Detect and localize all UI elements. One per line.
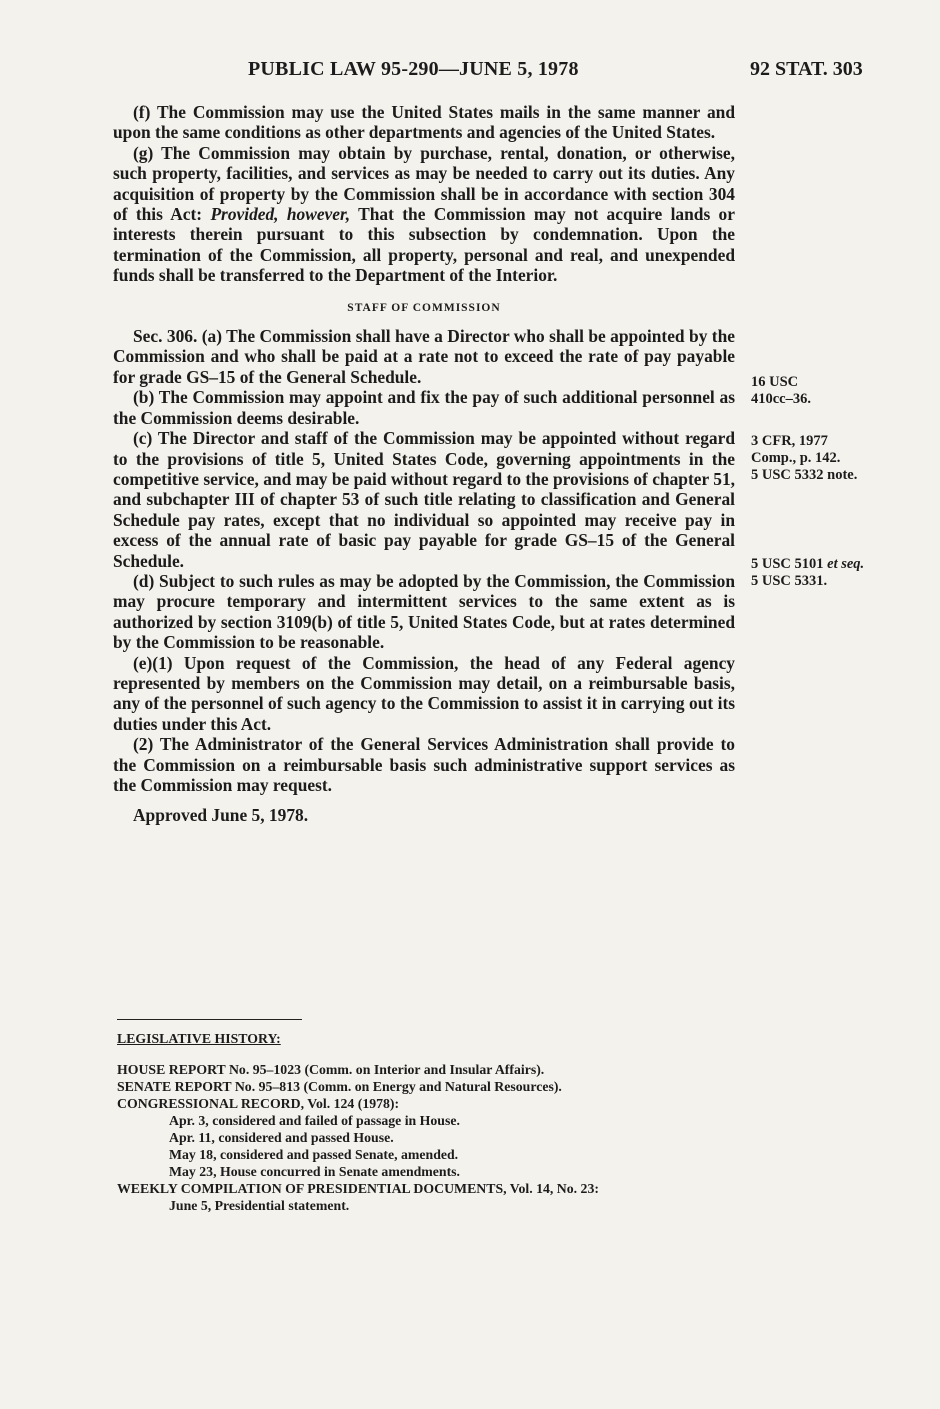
history-item: Apr. 11, considered and passed House.: [169, 1130, 394, 1145]
history-item: June 5, Presidential statement.: [169, 1198, 350, 1213]
paragraph-g-text-2: That the Commission may not acquire lands or interests therein pursuant to this subsection by condemnation. Upon the termination of the Commission, all property, personal and real, and unexpended funds shall be transferred to the Department of the Interior.: [113, 204, 735, 286]
margin-note-line: [751, 556, 901, 573]
legislative-history: [117, 1030, 737, 1214]
paragraph-306e1: (e)(1) Upon request of the Commission, the head of any Federal agency represented by members on the Commission may detail, on a reimbursable basis, any of the personnel of such agency to the Commission to assist it in carrying out its duties under this Act.: [113, 652, 735, 734]
margin-note-5usc: [751, 556, 901, 590]
running-header-title: PUBLIC LAW 95-290—JUNE 5, 1978: [248, 58, 579, 80]
paragraph-306e2: (2) The Administrator of the General Services Administration shall provide to the Commission on a reimbursable basis such administrative support services as the Commission may request.: [113, 734, 735, 795]
margin-note-text: 5 USC 5101: [751, 556, 828, 572]
margin-note-line: 5 USC 5332 note.: [751, 467, 858, 483]
margin-note-line: 3 CFR, 1977: [751, 433, 828, 449]
paragraph-g: [113, 143, 735, 286]
paragraph-g-text-1: (g) The Commission may obtain by purchase, rental, donation, or otherwise, such property, facilities, and services as may be needed to carry out its duties. Any acquisition of property by the Commission shall be in accordance with section 304 of this Act:: [113, 142, 735, 225]
paragraph-f: (f) The Commission may use the United States mails in the same manner and upon the same conditions as other departments and agencies of the United States.: [113, 102, 735, 143]
house-report: HOUSE REPORT No. 95–1023 (Comm. on Interior and Insular Affairs).: [117, 1062, 545, 1077]
main-text-column: [113, 102, 735, 826]
section-heading: STAFF OF COMMISSION: [347, 301, 501, 314]
congressional-record: CONGRESSIONAL RECORD, Vol. 124 (1978):: [117, 1096, 400, 1111]
margin-note-line: 410cc–36.: [751, 391, 811, 407]
history-item: May 18, considered and passed Senate, amended.: [169, 1147, 459, 1162]
margin-note-line: Comp., p. 142.: [751, 450, 841, 466]
margin-note-line: 16 USC: [751, 374, 799, 390]
history-item: Apr. 3, considered and failed of passage in House.: [169, 1113, 460, 1128]
margin-note-cfr: [751, 433, 901, 484]
approval-date: Approved June 5, 1978.: [133, 805, 309, 826]
margin-note-line: 5 USC 5331.: [751, 573, 828, 589]
margin-note-italic: et seq.: [827, 556, 865, 572]
senate-report: SENATE REPORT No. 95–813 (Comm. on Energy and Natural Resources).: [117, 1079, 562, 1094]
margin-note-16usc: [751, 374, 901, 408]
proviso-italic: Provided, however,: [210, 204, 351, 225]
paragraph-306d: (d) Subject to such rules as may be adopted by the Commission, the Commission may procure temporary and intermittent services to the same extent as is authorized by section 3109(b) of title 5, United States Code, but at rates determined by the Commission to be reasonable.: [113, 570, 735, 653]
paragraph-306b: (b) The Commission may appoint and fix the pay of such additional personnel as the Commission deems desirable.: [113, 387, 735, 428]
paragraph-306c: (c) The Director and staff of the Commission may be appointed without regard to the provisions of title 5, United States Code, governing appointments in the competitive service, and may be paid without regard to the provisions of chapter 51, and subchapter III of chapter 53 of such title relating to classification and General Schedule pay rates, except that no individual so appointed may receive pay in excess of the annual rate of basic pay payable for grade GS–15 of the General Schedule.: [113, 428, 735, 571]
paragraph-306a: Sec. 306. (a) The Commission shall have a Director who shall be appointed by the Commission and who shall be paid at a rate not to exceed the rate of pay payable for grade GS–15 of the General Schedule.: [113, 326, 735, 387]
history-item: May 23, House concurred in Senate amendments.: [169, 1164, 461, 1179]
history-title: LEGISLATIVE HISTORY:: [117, 1031, 281, 1046]
page-stat-number: 92 STAT. 303: [750, 58, 863, 80]
history-divider: [117, 1019, 302, 1020]
weekly-compilation: WEEKLY COMPILATION OF PRESIDENTIAL DOCUMENTS, Vol. 14, No. 23:: [117, 1181, 599, 1196]
